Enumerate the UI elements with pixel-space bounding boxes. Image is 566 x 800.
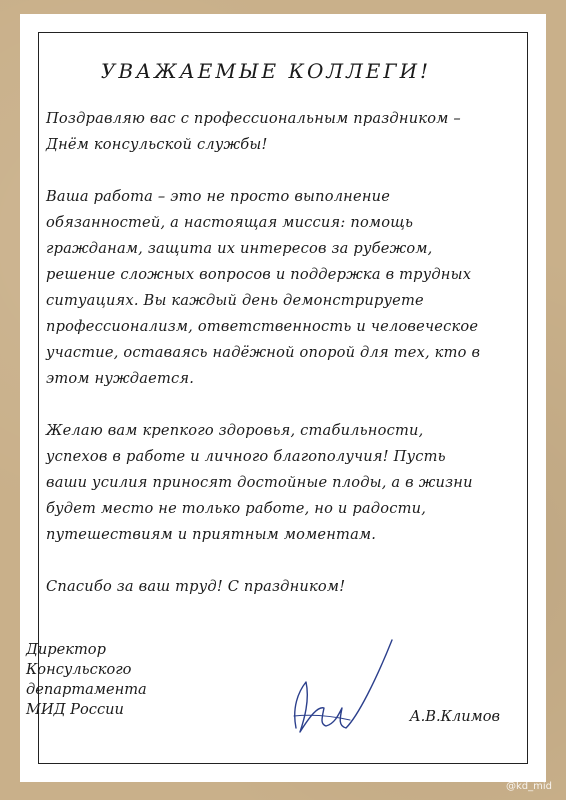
paragraph-greeting: Поздравляю вас с профессиональным праздником – Днём консульской службы! [46,110,461,153]
paragraph-thanks: Спасибо за ваш труд! С праздником! [46,578,346,595]
signer-position [26,640,147,720]
position-line: МИД России [26,701,124,718]
position-line: департамента [26,681,147,698]
paragraph-mission: Ваша работа – это не просто выполнение обязанностей, а настоящая миссия: помощь гражданам, защита их интересов за рубежом, решение сложных вопросов и поддержка в трудных ситуациях. Вы каждый день демонстрируете профессионализм, ответственность и человеческое участие, оставаясь надёжной опорой для тех, кто в этом нуждается. [46,188,481,387]
position-line: Консульского [26,661,132,678]
letter-body [46,58,486,626]
letter-title: УВАЖАЕМЫЕ КОЛЛЕГИ! [100,59,432,83]
position-line: Директор [26,641,106,658]
paragraph-wishes: Желаю вам крепкого здоровья, стабильности, успехов в работе и личного благополучия! Пусть ваши усилия приносят достойные плоды, а в жизни будет место не только работе, но и радости, путешествиям и приятным моментам. [46,422,473,543]
signer-name: А.В.Климов [409,708,500,725]
signature-block [26,640,500,750]
handwritten-signature [264,620,404,750]
watermark: @kd_mid [505,781,552,792]
